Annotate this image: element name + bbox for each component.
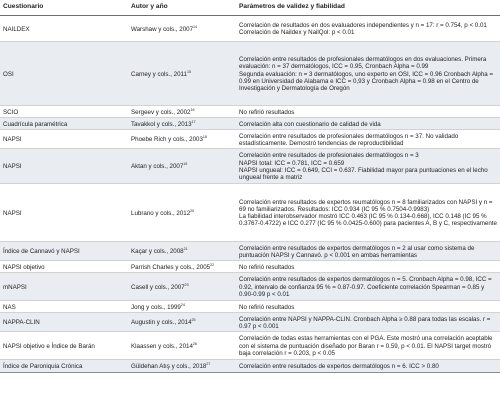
header-author-year: Autor y año: [128, 0, 236, 16]
questionnaire-name: NAPSI objetivo e Índice de Barán: [3, 342, 95, 350]
author-year: Warshaw y cols., 2007: [131, 25, 194, 33]
author-year: Klaassen y cols., 2014: [131, 342, 193, 350]
reference-number: 20: [190, 208, 195, 213]
questionnaire-name: NAPSI objetivo: [3, 263, 45, 271]
questionnaire-cell: [0, 130, 128, 149]
questionnaire-cell: [0, 184, 128, 242]
author-cell: [128, 149, 236, 184]
parameter-text: Correlación de Naildex y NailQol: p < 0.01: [239, 29, 355, 37]
table-body: [0, 16, 500, 373]
table-row: [0, 118, 500, 130]
parameters-cell: [236, 332, 500, 360]
questionnaire-name: Cuadrícula paramétrica: [3, 120, 68, 128]
parameter-text: Correlación de todas estas herramientas con el PGA. Este mostró una correlación aceptable con el sistema de puntuación diseñado por Baran r = 0.59, p < 0.01. El NAPSI target mostró baja correlación r = 0.203, p < 0.05: [239, 335, 493, 357]
table-row: [0, 149, 500, 184]
author-cell: [128, 184, 236, 242]
author-year: Phoebe Rich y cols., 2003: [131, 136, 203, 144]
author-year: Casell y cols., 2007: [131, 283, 185, 291]
reference-number: 18: [202, 135, 207, 140]
parameters-cell: [236, 301, 500, 313]
author-cell: [128, 273, 236, 301]
table-row: [0, 360, 500, 373]
questionnaire-cell: [0, 313, 128, 332]
author-year: Lubrano y cols., 2012: [131, 209, 191, 217]
parameters-cell: [236, 313, 500, 332]
parameter-text: Correlación entre resultados de profesionales dermatólogos n = 37. No validado estadísticamente. Demostró tendencias de reproductibilidad: [239, 132, 459, 147]
reference-number: 19: [183, 162, 188, 167]
table-row: [0, 301, 500, 313]
parameters-cell: [236, 130, 500, 149]
author-cell: [128, 313, 236, 332]
parameters-cell: [236, 118, 500, 130]
questionnaire-name: mNAPSI: [3, 283, 27, 291]
reference-number: 14: [193, 24, 198, 29]
questionnaire-name: NAPSI: [3, 163, 22, 171]
parameter-text: Correlación entre resultados de expertos dermatólogos n = 6. ICC > 0.80: [239, 363, 439, 371]
reference-number: 23: [184, 282, 189, 287]
author-cell: [128, 16, 236, 42]
questionnaire-name: NAPPA-CLIN: [3, 319, 40, 327]
author-year: Parrish Charles y cols., 2005: [131, 263, 211, 271]
parameter-text: Correlación entre resultados de profesionales dermatólogos en dos evaluaciones. Primera evaluación: n = 37 dermatólogos, ICC = 0.95, Cronbach Alpha = 0.99: [239, 56, 487, 71]
author-cell: [128, 42, 236, 106]
questionnaire-cell: [0, 106, 128, 118]
parameters-cell: [236, 184, 500, 242]
header-parameters: Parámetros de validez y fiabilidad: [236, 0, 500, 16]
reference-number: 26: [192, 341, 197, 346]
author-cell: [128, 242, 236, 261]
questionnaire-cell: [0, 42, 128, 106]
parameter-text: Correlación entre resultados de profesionales dermatólogos n = 3: [239, 152, 419, 160]
questionnaire-cell: [0, 332, 128, 360]
table-row: [0, 42, 500, 106]
parameters-cell: [236, 149, 500, 184]
parameters-cell: [236, 261, 500, 273]
questionnaire-cell: [0, 273, 128, 301]
questionnaire-name: NAILDEX: [3, 25, 30, 33]
questionnaire-cell: [0, 301, 128, 313]
author-year: Kaçar y cols., 2008: [131, 248, 184, 256]
author-cell: [128, 301, 236, 313]
reference-number: 16: [190, 107, 195, 112]
parameters-cell: [236, 273, 500, 301]
author-cell: [128, 106, 236, 118]
parameter-text: No refirió resultados: [239, 303, 295, 311]
parameter-text: Correlación de resultados en dos evaluadores independientes y n = 17: r = 0.754, p < 0.01: [239, 22, 487, 29]
questionnaire-name: NAPSI: [3, 209, 22, 217]
reference-number: 24: [180, 302, 185, 307]
questionnaire-name: Índice de Cannavó y NAPSI: [3, 248, 80, 256]
questionnaire-name: NAPSI: [3, 136, 22, 144]
reference-number: 15: [186, 69, 191, 74]
table-row: [0, 16, 500, 42]
parameter-text: Segunda evaluación: n = 3 dermatólogos, uno experto en OSI, ICC = 0.96 Cronbach Alpha = 0.99 en Universidad de Alabama e ICC = 0,93 y Cronbach Alpha = 0.98 en el Centro de Investigación y Dermatología de Oregón: [239, 70, 494, 92]
table-row: [0, 130, 500, 149]
author-year: Güldehan Atış y cols., 2018: [131, 363, 207, 371]
table-row: [0, 332, 500, 360]
questionnaire-name: NAS: [3, 303, 16, 311]
table-row: [0, 106, 500, 118]
parameters-cell: [236, 42, 500, 106]
reference-number: 21: [183, 247, 188, 252]
header-questionnaire: Cuestionario: [0, 0, 128, 16]
parameter-text: No refirió resultados: [239, 263, 295, 271]
parameter-text: NAPSI total: ICC = 0.781, ICC = 0.659: [239, 159, 345, 167]
parameter-text: Correlación entre resultados de expertos dermatólogos n = 2 al usar como sistema de puntuación NAPSI y Cannavó. p < 0.001 en ambas herramientas: [239, 244, 475, 259]
author-year: Jong y cols., 1999: [131, 303, 181, 311]
reference-number: 22: [210, 262, 215, 267]
author-year: Sergeev y cols., 2002: [131, 108, 191, 116]
table-header: [0, 0, 500, 16]
header-row: [0, 0, 500, 16]
parameters-cell: [236, 106, 500, 118]
questionnaire-cell: [0, 261, 128, 273]
questionnaire-name: SCIO: [3, 108, 19, 116]
author-year: Carney y cols., 2011: [131, 70, 187, 78]
reference-number: 17: [191, 119, 196, 124]
table-row: [0, 242, 500, 261]
author-year: Augustin y cols., 2014: [131, 319, 192, 327]
author-cell: [128, 360, 236, 373]
questionnaire-cell: [0, 16, 128, 42]
author-year: Tavakkol y cols., 2013: [131, 120, 192, 128]
table-row: [0, 313, 500, 332]
questionnaire-name: OSI: [3, 70, 14, 78]
questionnaire-name: Índice de Paroniquia Crónica: [3, 363, 83, 371]
reference-number: 27: [206, 362, 211, 367]
author-cell: [128, 118, 236, 130]
table-row: [0, 261, 500, 273]
author-cell: [128, 332, 236, 360]
parameter-text: Correlación entre resultados de expertos reumatólogos n = 8 familiarizados con NAPSI y n = 69 no familiarizados. Resultados: ICC 0.934 (IC 95 % 0.7504-0.9983): [239, 198, 493, 213]
table-row: [0, 273, 500, 301]
questionnaire-cell: [0, 149, 128, 184]
parameter-text: Correlación entre NAPSI y NAPPA-CLIN. Cronbach Alpha ≥ 0.88 para todas las escalas. r = 0.97 p < 0.001: [239, 315, 491, 330]
parameter-text: No refirió resultados: [239, 108, 295, 116]
parameters-cell: [236, 242, 500, 261]
parameter-text: La fiabilidad interobservador mostró ICC 0.463 (IC 95 % 0.134-0.668), ICC 0.148 (IC 95 % 0.3767-0.4722) e ICC 0.277 (IC 95 % 0.0425-0.600) para pacientes A, B y C, respectivamente: [239, 213, 497, 228]
table-row: [0, 184, 500, 242]
parameters-cell: [236, 360, 500, 373]
parameters-cell: [236, 16, 500, 42]
questionnaire-cell: [0, 242, 128, 261]
parameter-text: Correlación entre resultados de expertos dermatólogos n = 5. Cronbach Alpha = 0.98, ICC = 0.92, intervalo de confianza 95 % = 0.87-0.97. Coeficiente correlación Spearman = 0.85 y 0.90-0.99 p < 0.01: [239, 276, 492, 298]
questionnaire-cell: [0, 360, 128, 373]
questionnaire-cell: [0, 118, 128, 130]
reference-number: 25: [191, 318, 196, 323]
author-cell: [128, 130, 236, 149]
parameter-text: Correlación alta con cuestionario de calidad de vida: [239, 120, 381, 128]
author-cell: [128, 261, 236, 273]
parameter-text: NAPSI ungueal: ICC = 0.649, CCI = 0.637. Fiabilidad mayor para puntuaciones en el lecho ungueal frente a matriz: [239, 166, 488, 181]
author-year: Aktan y cols., 2007: [131, 163, 184, 171]
